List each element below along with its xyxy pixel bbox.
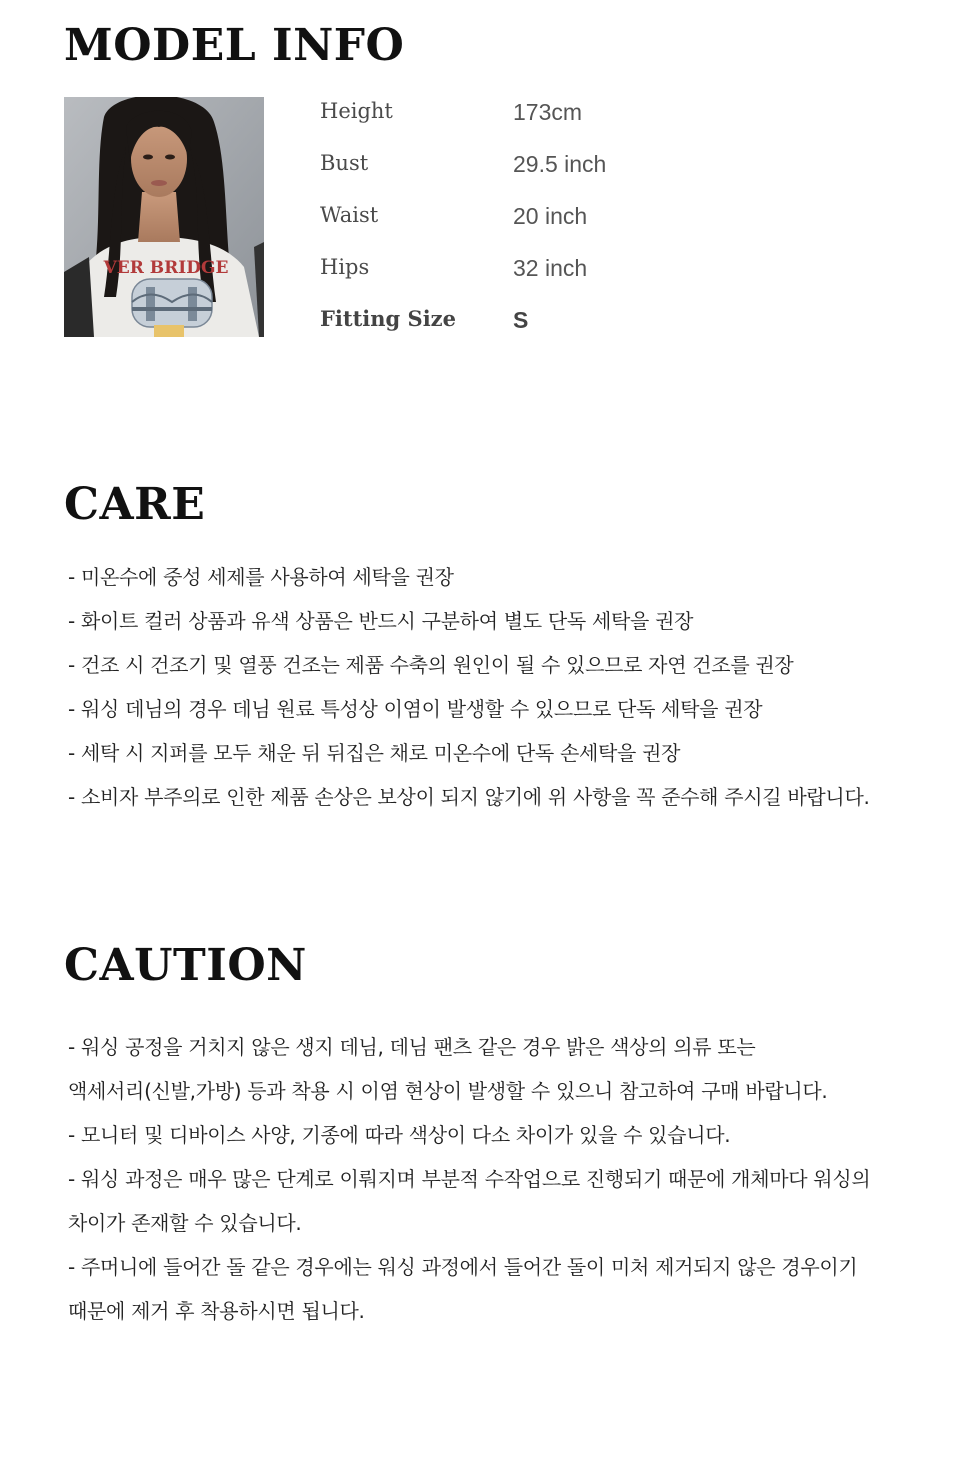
spec-value-waist: 20 inch: [513, 203, 588, 229]
care-title: CARE: [64, 479, 206, 530]
spec-label-waist: Waist: [320, 203, 379, 227]
care-line: - 건조 시 건조기 및 열풍 건조는 제품 수축의 원인이 될 수 있으므로 자연 건조를 권장: [68, 653, 794, 677]
spec-row-height: [320, 97, 720, 137]
spec-row-fitting-size: [320, 305, 720, 345]
spec-label-height: Height: [320, 99, 393, 123]
model-info-title: MODEL INFO: [64, 20, 405, 71]
care-line: - 화이트 컬러 상품과 유색 상품은 반드시 구분하여 별도 단독 세탁을 권장: [68, 609, 694, 633]
spec-label-fitting-size: Fitting Size: [320, 306, 456, 331]
spec-value-fitting-size: S: [513, 307, 529, 333]
spec-row-hips: [320, 253, 720, 293]
spec-row-waist: [320, 201, 720, 241]
care-line: - 소비자 부주의로 인한 제품 손상은 보상이 되지 않기에 위 사항을 꼭 준수해 주시길 바랍니다.: [68, 785, 870, 809]
caution-line: - 주머니에 들어간 돌 같은 경우에는 워싱 과정에서 들어간 돌이 미처 제거되지 않은 경우이기: [68, 1255, 858, 1279]
spec-row-bust: [320, 149, 720, 189]
shirt-print-text: VER BRIDGE: [103, 258, 229, 278]
spec-value-bust: 29.5 inch: [513, 151, 607, 177]
caution-title: CAUTION: [64, 940, 307, 991]
spec-value-hips: 32 inch: [513, 255, 588, 281]
caution-line: 때문에 제거 후 착용하시면 됩니다.: [68, 1299, 365, 1323]
caution-line: - 워싱 과정은 매우 많은 단계로 이뤄지며 부분적 수작업으로 진행되기 때문에 개체마다 워싱의: [68, 1167, 871, 1191]
model-photo: [64, 97, 264, 337]
caution-list: [68, 1025, 918, 1333]
caution-line: - 워싱 공정을 거치지 않은 생지 데님, 데님 팬츠 같은 경우 밝은 색상의 의류 또는: [68, 1035, 756, 1059]
spec-label-bust: Bust: [320, 151, 369, 175]
care-line: - 미온수에 중성 세제를 사용하여 세탁을 권장: [68, 565, 454, 589]
caution-line: 액세서리(신발,가방) 등과 착용 시 이염 현상이 발생할 수 있으니 참고하여 구매 바랍니다.: [68, 1079, 828, 1103]
care-line: - 세탁 시 지퍼를 모두 채운 뒤 뒤집은 채로 미온수에 단독 손세탁을 권장: [68, 741, 681, 765]
care-line: - 워싱 데님의 경우 데님 원료 특성상 이염이 발생할 수 있으므로 단독 세탁을 권장: [68, 697, 763, 721]
spec-value-height: 173cm: [513, 99, 583, 125]
spec-label-hips: Hips: [320, 255, 370, 279]
caution-line: 차이가 존재할 수 있습니다.: [68, 1211, 302, 1235]
caution-line: - 모니터 및 디바이스 사양, 기종에 따라 색상이 다소 차이가 있을 수 있습니다.: [68, 1123, 731, 1147]
care-list: [68, 555, 918, 819]
